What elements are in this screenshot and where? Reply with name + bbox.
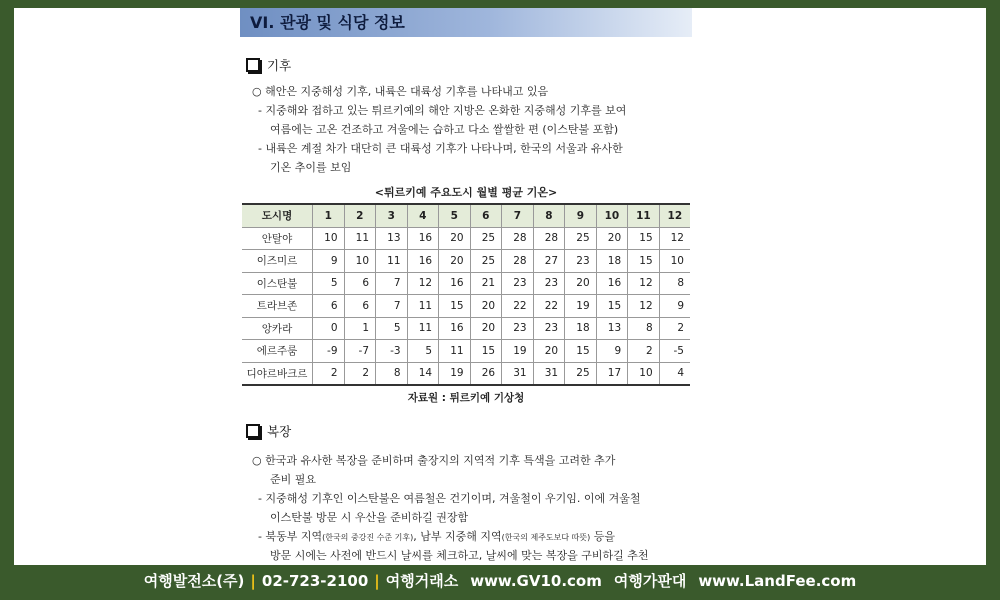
- temperature-cell: 9: [313, 250, 345, 273]
- temperature-cell: 27: [533, 250, 565, 273]
- temperature-cell: 6: [313, 295, 345, 318]
- temperature-cell: 2: [659, 317, 690, 340]
- header-cell: 11: [628, 204, 660, 227]
- table-row: [242, 317, 690, 340]
- temperature-cell: 15: [470, 340, 502, 363]
- header-cell: 6: [470, 204, 502, 227]
- temperature-cell: 20: [439, 250, 471, 273]
- temperature-cell: 2: [628, 340, 660, 363]
- temperature-cell: 12: [659, 227, 690, 250]
- header-cell: 9: [565, 204, 597, 227]
- exchange-label: 여행거래소: [385, 572, 459, 590]
- city-name-cell: 에르주룸: [242, 340, 313, 363]
- city-name-cell: 이즈미르: [242, 250, 313, 273]
- header-cell: 8: [533, 204, 565, 227]
- text-run: , 남부 지중해 지역: [413, 530, 502, 543]
- temperature-cell: 12: [407, 272, 439, 295]
- temperature-cell: 22: [533, 295, 565, 318]
- text-run: 등을: [590, 530, 615, 543]
- temperature-cell: 17: [596, 362, 628, 385]
- document-content: [240, 8, 692, 562]
- temperature-cell: 23: [565, 250, 597, 273]
- table-source: 자료원 : 튀르키예 기상청: [407, 392, 525, 404]
- table-row: [242, 362, 690, 385]
- temperature-cell: 11: [439, 340, 471, 363]
- temperature-cell: 1: [344, 317, 376, 340]
- temperature-cell: 22: [502, 295, 534, 318]
- temperature-cell: 25: [470, 250, 502, 273]
- temperature-cell: 2: [344, 362, 376, 385]
- clothing-line: ○ 한국과 유사한 복장을 준비하며 출장지의 지역적 기후 특색을 고려한 추가: [252, 454, 616, 467]
- table-row: [242, 340, 690, 363]
- separator: |: [250, 572, 256, 590]
- climate-line: ○ 해안은 지중해성 기후, 내륙은 대륙성 기후를 나타내고 있음: [252, 85, 549, 98]
- company-name: 여행발전소(주): [143, 572, 245, 590]
- temperature-cell: 28: [502, 227, 534, 250]
- price-board-label: 여행가판대: [613, 572, 687, 590]
- climate-line: - 내륙은 계절 차가 대단히 큰 대륙성 기후가 나타나며, 한국의 서울과 유사한: [258, 142, 623, 155]
- checkbox-icon: [246, 424, 260, 438]
- temperature-cell: 8: [376, 362, 408, 385]
- header-cell: 도시명: [242, 204, 313, 227]
- temperature-cell: 13: [376, 227, 408, 250]
- temperature-cell: 31: [533, 362, 565, 385]
- temperature-cell: 8: [628, 317, 660, 340]
- temperature-cell: 28: [502, 250, 534, 273]
- text-note: (한국의 제주도보다 따뜻): [501, 533, 591, 542]
- temperature-cell: 11: [407, 295, 439, 318]
- checkbox-icon: [246, 58, 260, 72]
- text-run: - 북동부 지역: [258, 530, 323, 543]
- temperature-cell: 15: [596, 295, 628, 318]
- temperature-cell: 20: [596, 227, 628, 250]
- temperature-cell: 25: [565, 227, 597, 250]
- table-row: [242, 272, 690, 295]
- temperature-cell: 10: [628, 362, 660, 385]
- temperature-cell: 10: [313, 227, 345, 250]
- temperature-cell: 15: [439, 295, 471, 318]
- temperature-cell: 25: [565, 362, 597, 385]
- temperature-cell: 16: [407, 227, 439, 250]
- temperature-cell: 12: [628, 272, 660, 295]
- temperature-cell: 20: [533, 340, 565, 363]
- text-note: (한국의 중강진 수준 기후): [322, 533, 414, 542]
- document-page: [14, 8, 986, 565]
- temperature-cell: 23: [502, 317, 534, 340]
- clothing-line: 이스탄불 방문 시 우산을 준비하길 권장함: [270, 511, 469, 524]
- temperature-cell: -5: [659, 340, 690, 363]
- header-cell: 4: [407, 204, 439, 227]
- city-name-cell: 안탈야: [242, 227, 313, 250]
- temperature-cell: 10: [659, 250, 690, 273]
- temperature-cell: 18: [565, 317, 597, 340]
- header-cell: 7: [502, 204, 534, 227]
- temperature-cell: 23: [533, 272, 565, 295]
- temperature-cell: 20: [470, 295, 502, 318]
- temperature-cell: 18: [596, 250, 628, 273]
- temperature-cell: -3: [376, 340, 408, 363]
- city-name-cell: 이스탄불: [242, 272, 313, 295]
- clothing-line: 준비 필요: [270, 473, 317, 486]
- temperature-cell: 11: [344, 227, 376, 250]
- table-header-row: [242, 204, 690, 227]
- table-row: [242, 250, 690, 273]
- clothing-line: - 지중해성 기후인 이스탄불은 여름철은 건기이며, 겨울철이 우기임. 이에 겨울철: [258, 492, 641, 505]
- temperature-cell: 26: [470, 362, 502, 385]
- temperature-cell: 14: [407, 362, 439, 385]
- header-cell: 2: [344, 204, 376, 227]
- table-title: <튀르키예 주요도시 월별 평균 기온>: [374, 186, 558, 199]
- exchange-link[interactable]: www.GV10.com: [470, 572, 602, 590]
- temperature-cell: 15: [565, 340, 597, 363]
- temperature-cell: 13: [596, 317, 628, 340]
- temperature-cell: 16: [407, 250, 439, 273]
- temperature-cell: 5: [407, 340, 439, 363]
- price-board-link[interactable]: www.LandFee.com: [698, 572, 857, 590]
- climate-heading-label: 기후: [267, 58, 292, 73]
- temperature-cell: 15: [628, 250, 660, 273]
- temperature-cell: 6: [344, 295, 376, 318]
- temperature-cell: -9: [313, 340, 345, 363]
- separator: |: [374, 572, 380, 590]
- header-cell: 10: [596, 204, 628, 227]
- section-banner: VI. 관광 및 식당 정보: [240, 8, 692, 37]
- temperature-cell: 15: [628, 227, 660, 250]
- header-cell: 5: [439, 204, 471, 227]
- temperature-cell: 2: [313, 362, 345, 385]
- temperature-cell: 31: [502, 362, 534, 385]
- temperature-cell: 16: [439, 317, 471, 340]
- temperature-table: [242, 203, 690, 386]
- temperature-cell: 9: [659, 295, 690, 318]
- temperature-cell: 11: [407, 317, 439, 340]
- temperature-cell: 20: [439, 227, 471, 250]
- temperature-cell: 11: [376, 250, 408, 273]
- climate-line: - 지중해와 접하고 있는 튀르키예의 해안 지방은 온화한 지중해성 기후를 보여: [258, 104, 627, 117]
- city-name-cell: 트라브존: [242, 295, 313, 318]
- temperature-cell: 7: [376, 295, 408, 318]
- temperature-cell: -7: [344, 340, 376, 363]
- header-cell: 1: [313, 204, 345, 227]
- header-cell: 3: [376, 204, 408, 227]
- climate-heading: [246, 56, 291, 74]
- temperature-cell: 16: [596, 272, 628, 295]
- temperature-cell: 19: [502, 340, 534, 363]
- temperature-cell: 8: [659, 272, 690, 295]
- temperature-cell: 19: [565, 295, 597, 318]
- table-row: [242, 227, 690, 250]
- temperature-cell: 21: [470, 272, 502, 295]
- temperature-cell: 25: [470, 227, 502, 250]
- city-name-cell: 디야르바크르: [242, 362, 313, 385]
- clothing-heading: [246, 422, 291, 440]
- temperature-cell: 5: [376, 317, 408, 340]
- temperature-cell: 0: [313, 317, 345, 340]
- temperature-cell: 28: [533, 227, 565, 250]
- temperature-cell: 23: [502, 272, 534, 295]
- footer-bar: [0, 565, 1000, 600]
- temperature-cell: 23: [533, 317, 565, 340]
- temperature-cell: 20: [470, 317, 502, 340]
- clothing-line: 방문 시에는 사전에 반드시 날씨를 체크하고, 날씨에 맞는 복장을 구비하길 추천: [270, 549, 649, 562]
- temperature-cell: 9: [596, 340, 628, 363]
- temperature-cell: 12: [628, 295, 660, 318]
- temperature-cell: 5: [313, 272, 345, 295]
- temperature-cell: 6: [344, 272, 376, 295]
- clothing-line: [258, 527, 615, 548]
- temperature-cell: 10: [344, 250, 376, 273]
- city-name-cell: 앙카라: [242, 317, 313, 340]
- temperature-cell: 16: [439, 272, 471, 295]
- temperature-cell: 7: [376, 272, 408, 295]
- temperature-cell: 19: [439, 362, 471, 385]
- climate-line: 기온 추이를 보임: [270, 161, 352, 174]
- temperature-cell: 20: [565, 272, 597, 295]
- temperature-cell: 4: [659, 362, 690, 385]
- table-row: [242, 295, 690, 318]
- header-cell: 12: [659, 204, 690, 227]
- phone-number: 02-723-2100: [261, 572, 369, 590]
- clothing-heading-label: 복장: [267, 424, 292, 439]
- climate-line: 여름에는 고온 건조하고 겨울에는 습하고 다소 쌀쌀한 편 (이스탄불 포함): [270, 123, 619, 136]
